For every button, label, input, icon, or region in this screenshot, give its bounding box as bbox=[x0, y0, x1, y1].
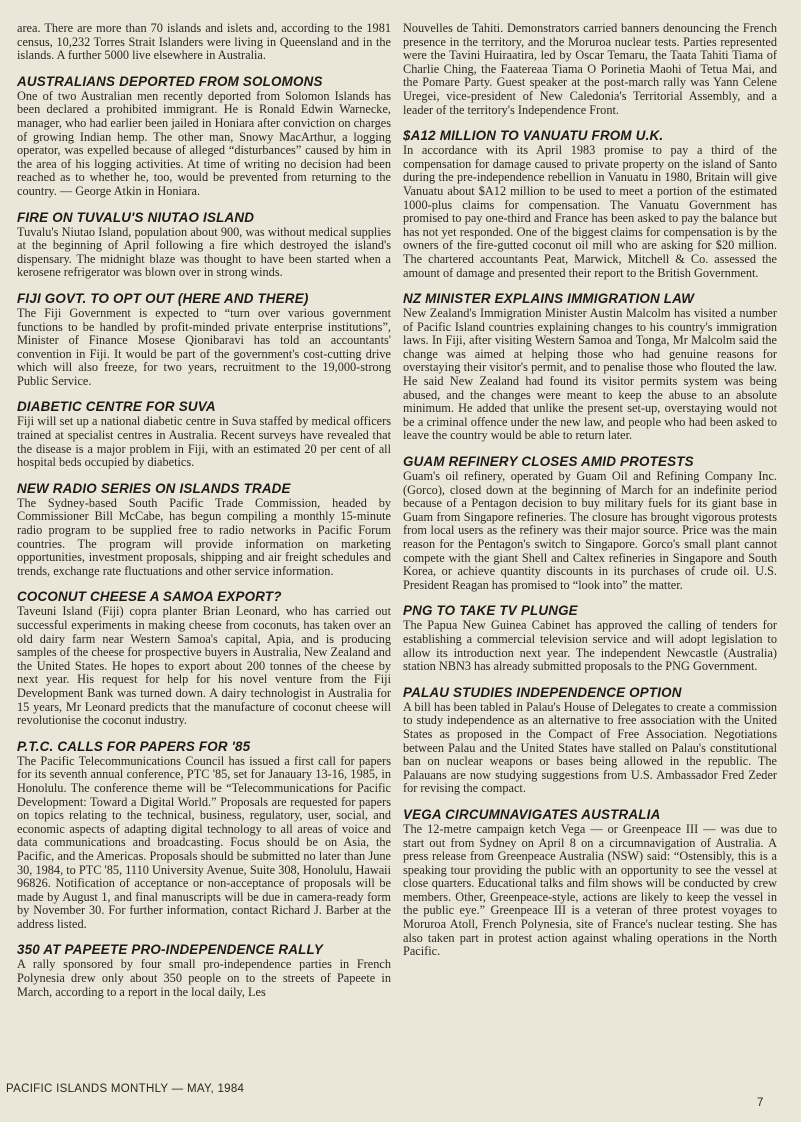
article-heading: VEGA CIRCUMNAVIGATES AUSTRALIA bbox=[403, 806, 661, 822]
article-palau-independence bbox=[403, 685, 777, 796]
article-vega-greenpeace bbox=[403, 807, 777, 959]
article-diabetic-centre bbox=[17, 399, 391, 469]
article-body: Tuvalu's Niutao Island, population about 900, was without medical supplies at the beginning of April following a fire which destroyed the island's dispensary. The midnight blaze was thought to have been started when a kerosene refrigerator was blown over in strong winds. bbox=[17, 224, 391, 280]
article-heading: NZ MINISTER EXPLAINS IMMIGRATION LAW bbox=[403, 291, 695, 307]
article-body: Taveuni Island (Fiji) copra planter Brian Leonard, who has carried out successful experiments in making cheese from coconuts, has taken over an old dairy farm near Western Samoa's capital, Apia, and is producing samples of the cheese for prospective buyers in Australia, New Zealand and the United States. He hopes to export about 200 tonnes of the cheese by next year. His request for help for his novel venture from the Fiji Development Bank was turned down. A dairy technologist in Australia for 15 years, Mr Leonard predicts that the manufacture of coconut cheese will revolutionise the coconut industry. bbox=[17, 604, 391, 728]
article-radio-series bbox=[17, 481, 391, 579]
article-heading: P.T.C. CALLS FOR PAPERS FOR '85 bbox=[17, 738, 251, 754]
page-number: 7 bbox=[757, 1097, 764, 1109]
article-solomons-deported bbox=[17, 74, 391, 199]
article-heading: COCONUT CHEESE A SAMOA EXPORT? bbox=[17, 589, 282, 605]
article-body: Fiji will set up a national diabetic centre in Suva staffed by medical officers trained at specialist centres in Australia. Recent surveys have revealed that the disease is a major problem in Fiji, with an estimated 20 per cent of all hospital beds occupied by diabetics. bbox=[17, 414, 391, 470]
article-heading: FIJI GOVT. TO OPT OUT (HERE AND THERE) bbox=[17, 290, 309, 306]
article-body: New Zealand's Immigration Minister Austin Malcolm has visited a number of Pacific Island countries explaining changes to his country's immigration laws. In Fiji, after visiting Western Samoa and Tonga, Mr Malcolm said the change was aimed at helping those who had genuine reasons for overstaying their visitor's permit, and to penalise those who flouted the law. He said New Zealand had found its visitor permits system was being abused, and the changes were meant to keep the abuse to an absolute minimum. He added that unlike the present set-up, overstaying would not be a criminal offence under the new law, and people who had been asked to leave the country would be able to return later. bbox=[403, 306, 777, 443]
article-heading: 350 AT PAPEETE PRO-INDEPENDENCE RALLY bbox=[17, 942, 324, 958]
article-vanuatu-compensation bbox=[403, 128, 777, 280]
article-body: area. There are more than 70 islands and islets and, according to the 1981 census, 10,232 Torres Strait Islanders were living in Queensland and in the islands. A further 5000 live elsewhere in Australia. bbox=[17, 21, 391, 63]
article-heading: FIRE ON TUVALU'S NIUTAO ISLAND bbox=[17, 209, 255, 225]
right-column bbox=[403, 22, 777, 970]
article-body: Guam's oil refinery, operated by Guam Oil and Refining Company Inc. (Gorco), closed down at the beginning of March for an indefinite period because of a Pentagon decision to buy military fuels for its giant base in Guam from Singapore refineries. The closure has brought vigorous protests from local users as the refinery was their major source. Price was the main reason for the Pentagon's switch to Singapore. Gorco's small plant cannot compete with the giant Shell and Caltex refineries in Singapore and South Korea, or achieve quantity discounts in its purchases of crude oil. U.S. President Reagan has promised to “look into” the matter. bbox=[403, 469, 777, 592]
article-body: The Pacific Telecommunications Council has issued a first call for papers for its seventh annual conference, PTC '85, set for Janauary 13-16, 1985, in Honolulu. The conference theme will be “Telecommunications for Pacific Development: Toward a Digital World.” Proposals are requested for papers on topics relating to the technical, business, regulatory, user, social, and economic aspects of adapting digital technology to all areas of voice and data communications and broadcasting. Focus should be on Asia, the Pacific, and the Americas. Proposals should be submitted no later than June 30, 1984, to PTC '85, 1110 University Avenue, Suite 308, Honolulu, Hawaii 96826. Notification of acceptance or non-acceptance of proposals will be made by August 1, and final manuscripts will be due in camera-ready form by November 30. For further information, contact Richard J. Barber at the address listed. bbox=[17, 753, 391, 931]
article-body: The Papua New Guinea Cabinet has approved the calling of tenders for establishing a commercial television service and will adopt legislation to allow its introduction next year. The independent Newcastle (Australia) station NBN3 has already submitted proposals to the PNG Government. bbox=[403, 618, 777, 674]
article-body: The 12-metre campaign ketch Vega — or Greenpeace III — was due to start out from Sydney on April 8 on a circumnavigation of Australia. A press release from Greenpeace Australia (NSW) said: “Ostensibly, this is a speaking tour providing the public with an opportunity to see the vessel at close quarters. Educational talks and film shows will be conducted by crew members. Other, Greenpeace-style, actions are likely to keep the vessel in the public eye.” Greenpeace III is a veteran of three protest voyages to Moruroa Atoll, French Polynesia, site of France's nuclear testing. She has also taken part in protest action against whaling operations in the North Pacific. bbox=[403, 821, 777, 959]
article-papeete-rally bbox=[17, 942, 391, 999]
article-heading: GUAM REFINERY CLOSES AMID PROTESTS bbox=[403, 454, 694, 470]
article-guam-refinery bbox=[403, 454, 777, 592]
article-body: The Sydney-based South Pacific Trade Commission, headed by Commissioner Bill McCabe, has begun compiling a monthly 15-minute radio program to be supplied free to radio networks in Pacific Forum countries. The program will provide information on marketing opportunities, investment proposals, shipping and air freight schedules and trends, exchange rate fluctuations and other service information. bbox=[17, 495, 391, 578]
article-papeete-continued bbox=[403, 22, 777, 117]
article-heading: DIABETIC CENTRE FOR SUVA bbox=[17, 399, 216, 415]
article-heading: AUSTRALIANS DEPORTED FROM SOLOMONS bbox=[17, 73, 323, 89]
article-body: In accordance with its April 1983 promise to pay a third of the compensation for damage caused to private property on the island of Santo during the pre-independence rebellion in Vanuatu in 1980, Britain will give Vanuatu about $A12 million to be used to meet a portion of the estimated 1000-plus claims for compensation. The Vanuatu Government has promised to pay one-third and France has been asked to pay the balance but has not yet responded. One of the biggest claims for compensation is by the owners of the fire-gutted coconut oil mill who are asking for $20 million. The chartered accountants Peat, Marwick, Mitchell & Co. assessed the amount of damage and presented their report to the British Government. bbox=[403, 143, 777, 280]
left-column bbox=[17, 22, 391, 1010]
article-body: The Fiji Government is expected to “turn over various government functions to be handled by profit-minded private enterprise institutions”, Minister of Finance Mosese Qionibaravi has told an accountants' convention in Fiji. It would be part of the government's cost-cutting drive which will also freeze, for two years, recruitment to the 19,000-strong Public Service. bbox=[17, 305, 391, 388]
publication-footer: PACIFIC ISLANDS MONTHLY — MAY, 1984 bbox=[6, 1083, 245, 1095]
article-heading: PNG TO TAKE TV PLUNGE bbox=[403, 603, 578, 619]
article-heading: $A12 MILLION TO VANUATU FROM U.K. bbox=[403, 128, 664, 144]
article-png-tv bbox=[403, 603, 777, 673]
article-heading: NEW RADIO SERIES ON ISLANDS TRADE bbox=[17, 480, 291, 496]
article-tuvalu-fire bbox=[17, 210, 391, 280]
article-fiji-govt bbox=[17, 291, 391, 389]
article-coconut-cheese bbox=[17, 589, 391, 727]
article-body: A rally sponsored by four small pro-independence parties in French Polynesia drew only about 350 people on to the streets of Papeete in March, according to a report in the local daily, Les bbox=[17, 957, 391, 999]
article-body: A bill has been tabled in Palau's House of Delegates to create a commission to study independence as an alternative to free association with the United States as proposed in the Compact of Free Association. Negotiations between Palau and the United States have stalled on Palau's constitutional ban on nuclear weapons or bases being allowed in the republic. The Palauans are now studying suggestions from U.S. Ambassador Fred Zeder for revising the compact. bbox=[403, 699, 777, 796]
article-ptc-papers bbox=[17, 739, 391, 932]
article-body: One of two Australian men recently deported from Solomon Islands has been declared a prohibited immigrant. He is Ronald Edwin Warnecke, manager, who had earlier been jailed in Honiara after conviction on charges of growing Indian hemp. The other man, Snowy MacArthur, a logging operator, was expelled because of alleged “disturbances” caused by him in the area of his logging activities. At time of writing no decision had been reached as to whether he, too, would be prevented from returning to the country. — George Atkin in Honiara. bbox=[17, 88, 391, 198]
article-nz-immigration bbox=[403, 291, 777, 443]
article-torres-continued bbox=[17, 22, 391, 63]
article-heading: PALAU STUDIES INDEPENDENCE OPTION bbox=[403, 684, 682, 700]
article-body: Nouvelles de Tahiti. Demonstrators carried banners denouncing the French presence in the territory, and the Moruroa nuclear tests. Parties represented were the Tavini Huiraatira, led by Oscar Temaru, the Taata Tahiti Tiama of Charlie Ching, the Faatereaa Tiama O Porinetia Maohi of Tetua Mai, and the Pomare Party. Guest speaker at the post-march rally was Yann Celene Uregei, vice-president of New Caledonia's Territorial Assembly, and a leader of the territory's Independence Front. bbox=[403, 21, 777, 117]
